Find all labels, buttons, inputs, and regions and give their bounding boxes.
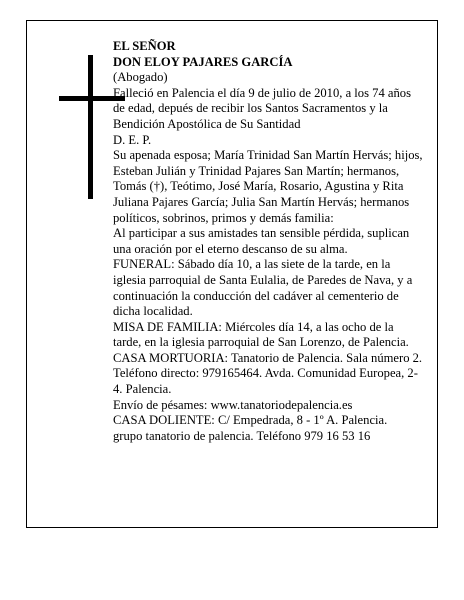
rip-line: D. E. P. xyxy=(113,132,152,147)
title-line-1: EL SEÑOR xyxy=(113,39,176,53)
obituary-notice xyxy=(26,20,438,528)
prayer-request: Al participar a sus amistades tan sensible pérdida, suplican una oración por el eterno descanso de su alma. xyxy=(113,226,410,256)
funeral-info: FUNERAL: Sábado día 10, a las siete de la tarde, en la iglesia parroquial de Santa Eulalia, de Paredes de Nava, y a continuación la conducción del cadáver al cementerio de dicha localidad. xyxy=(113,257,413,319)
family-mass-info: MISA DE FAMILIA: Miércoles día 14, a las ocho de la tarde, en la iglesia parroquial de San Lorenzo, de Palencia. xyxy=(113,319,409,350)
death-announcement: Falleció en Palencia el día 9 de julio de 2010, a los 74 años de edad, depués de recibir los Santos Sacramentos y la Bendición Apostólica de Su Santidad xyxy=(113,85,411,131)
condolences-info: Envío de pésames: www.tanatoriodepalencia.es xyxy=(113,397,353,412)
mortuary-info: CASA MORTUORIA: Tanatorio de Palencia. Sala número 2. Teléfono directo: 979165464. Avda. Comunidad Europea, 2-4. Palencia. xyxy=(113,350,423,397)
notice-body xyxy=(113,39,425,444)
deceased-name: DON ELOY PAJARES GARCÍA xyxy=(113,54,293,69)
family-list: Su apenada esposa; María Trinidad San Martín Hervás; hijos, Esteban Julián y Trinidad Pajares San Martín; hermanos, Tomás (†), Teótimo, José María, Rosario, Agustina y Rita Juliana Pajares García; Julia San Martín Hervás; hermanos políticos, sobrinos, primos y demás familia: xyxy=(113,148,423,225)
funeral-home-contact: grupo tanatorio de palencia. Teléfono 979 16 53 16 xyxy=(113,428,371,443)
cross-vertical-bar xyxy=(88,55,93,199)
residence-info: CASA DOLIENTE: C/ Empedrada, 8 - 1º A. Palencia. xyxy=(113,413,388,428)
profession: (Abogado) xyxy=(113,70,168,85)
